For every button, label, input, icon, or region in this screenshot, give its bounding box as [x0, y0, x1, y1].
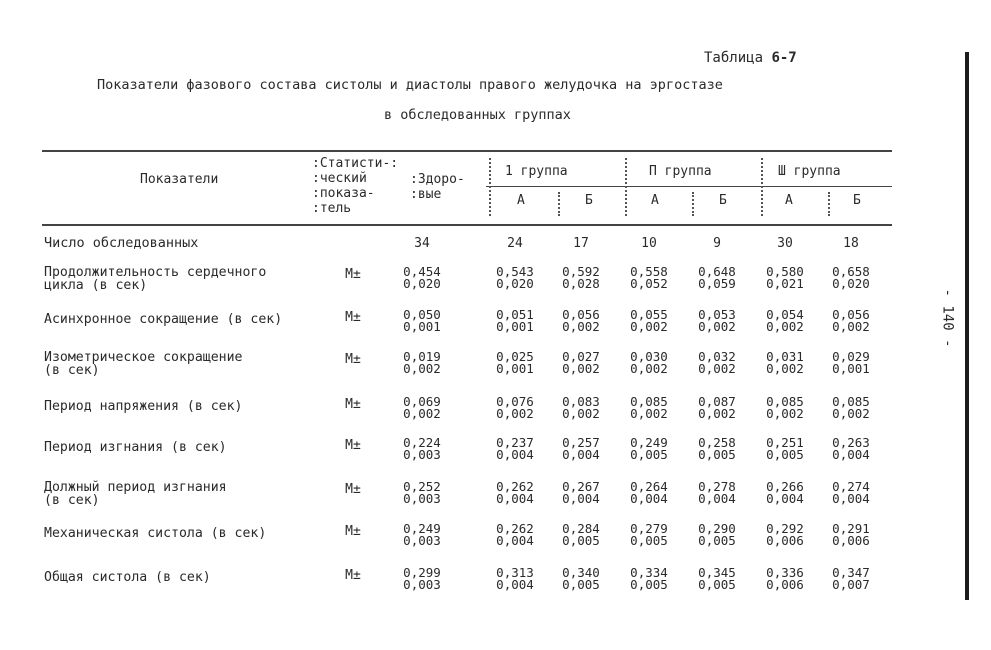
stat-indicator: M± [345, 397, 361, 412]
table-cell [553, 481, 609, 505]
cell-mean: 0,053 [698, 307, 736, 322]
table-cell [689, 266, 745, 290]
cell-error: 0,002 [766, 319, 804, 334]
cell-error: 0,002 [630, 406, 668, 421]
cell-error: 0,020 [832, 276, 870, 291]
cell-mean: 0,085 [766, 394, 804, 409]
cell-error: 0,004 [766, 491, 804, 506]
cell-mean: 0,083 [562, 394, 600, 409]
cell-mean: 0,237 [496, 435, 534, 450]
table-cell [823, 481, 879, 505]
table-cell [823, 523, 879, 547]
table-cell [621, 351, 677, 375]
header-group3: Ш группа [778, 164, 841, 179]
group1-ab-divider [558, 192, 560, 216]
row-label: Должный период изгнания (в сек) [44, 480, 227, 508]
table-cell [621, 523, 677, 547]
table-cell [757, 437, 813, 461]
table-cell [621, 266, 677, 290]
cell-mean: 0,030 [630, 349, 668, 364]
cell-mean: 0,025 [496, 349, 534, 364]
header-group1-a: А [517, 193, 525, 208]
cell-error: 0,059 [698, 276, 736, 291]
header-group1: 1 группа [505, 164, 568, 179]
table-cell [553, 523, 609, 547]
count-g3-b: 18 [843, 236, 859, 251]
cell-error: 0,002 [403, 361, 441, 376]
cell-mean: 0,580 [766, 264, 804, 279]
row-label: Асинхронное сокращение (в сек) [44, 312, 283, 327]
group3-divider [761, 158, 763, 216]
table-cell [487, 309, 543, 333]
cell-error: 0,004 [832, 491, 870, 506]
count-g1-a: 24 [507, 236, 523, 251]
table-cell [487, 567, 543, 591]
table-number-label: Таблица [704, 50, 764, 66]
table-cell [394, 266, 450, 290]
cell-error: 0,002 [496, 406, 534, 421]
cell-error: 0,005 [562, 533, 600, 548]
table-cell [394, 437, 450, 461]
cell-error: 0,002 [698, 406, 736, 421]
cell-error: 0,004 [496, 577, 534, 592]
cell-mean: 0,262 [496, 479, 534, 494]
table-cell [823, 351, 879, 375]
page-number: - 140 - [939, 288, 956, 348]
cell-mean: 0,029 [832, 349, 870, 364]
stat-indicator: M± [345, 267, 361, 282]
table-cell [394, 396, 450, 420]
table-cell [757, 567, 813, 591]
cell-mean: 0,054 [766, 307, 804, 322]
header-group2-b: Б [719, 193, 727, 208]
cell-mean: 0,019 [403, 349, 441, 364]
cell-mean: 0,085 [832, 394, 870, 409]
cell-error: 0,005 [630, 577, 668, 592]
stat-indicator: M± [345, 482, 361, 497]
table-subtitle: в обследованных группах [384, 107, 571, 123]
stat-indicator: M± [345, 568, 361, 583]
cell-mean: 0,345 [698, 565, 736, 580]
cell-mean: 0,055 [630, 307, 668, 322]
table-cell [553, 567, 609, 591]
cell-error: 0,002 [832, 319, 870, 334]
cell-mean: 0,278 [698, 479, 736, 494]
table-cell [621, 396, 677, 420]
cell-error: 0,021 [766, 276, 804, 291]
table-cell [689, 351, 745, 375]
stat-indicator: M± [345, 352, 361, 367]
stat-indicator: M± [345, 310, 361, 325]
cell-mean: 0,027 [562, 349, 600, 364]
group-subheader-rule [486, 186, 892, 187]
table-cell [621, 437, 677, 461]
cell-mean: 0,258 [698, 435, 736, 450]
row-label: Период напряжения (в сек) [44, 399, 243, 414]
cell-error: 0,005 [698, 447, 736, 462]
cell-error: 0,007 [832, 577, 870, 592]
table-cell [689, 396, 745, 420]
table-cell [621, 481, 677, 505]
header-statistic: :Статисти-: :ческий :показа- :тель [312, 156, 399, 216]
cell-mean: 0,076 [496, 394, 534, 409]
table-cell [621, 309, 677, 333]
count-row-label: Число обследованных [44, 235, 199, 251]
table-cell [487, 266, 543, 290]
cell-mean: 0,249 [630, 435, 668, 450]
header-group3-a: А [785, 193, 793, 208]
cell-error: 0,005 [698, 577, 736, 592]
table-cell [689, 567, 745, 591]
cell-mean: 0,032 [698, 349, 736, 364]
table-top-rule [42, 150, 892, 152]
cell-mean: 0,085 [630, 394, 668, 409]
cell-mean: 0,267 [562, 479, 600, 494]
table-cell [689, 523, 745, 547]
row-label: Общая систола (в сек) [44, 570, 211, 585]
cell-mean: 0,347 [832, 565, 870, 580]
cell-error: 0,028 [562, 276, 600, 291]
table-cell [823, 437, 879, 461]
cell-error: 0,002 [832, 406, 870, 421]
table-cell [823, 396, 879, 420]
group2-ab-divider [692, 192, 694, 216]
cell-mean: 0,249 [403, 521, 441, 536]
cell-error: 0,005 [630, 447, 668, 462]
table-cell [394, 351, 450, 375]
cell-mean: 0,336 [766, 565, 804, 580]
cell-mean: 0,334 [630, 565, 668, 580]
cell-error: 0,002 [698, 361, 736, 376]
cell-error: 0,004 [562, 491, 600, 506]
header-group2: П группа [649, 164, 712, 179]
table-cell [394, 567, 450, 591]
cell-error: 0,005 [562, 577, 600, 592]
table-cell [757, 266, 813, 290]
cell-mean: 0,031 [766, 349, 804, 364]
table-cell [487, 437, 543, 461]
cell-mean: 0,648 [698, 264, 736, 279]
cell-mean: 0,558 [630, 264, 668, 279]
group1-divider [489, 158, 491, 216]
header-bottom-rule [42, 224, 892, 226]
cell-error: 0,002 [766, 406, 804, 421]
cell-error: 0,004 [496, 447, 534, 462]
table-cell [394, 523, 450, 547]
table-cell [823, 309, 879, 333]
group2-divider [625, 158, 627, 216]
group3-ab-divider [828, 192, 830, 216]
cell-error: 0,002 [630, 361, 668, 376]
header-healthy: :Здоро- :вые [410, 172, 465, 202]
header-group3-b: Б [853, 193, 861, 208]
cell-error: 0,001 [832, 361, 870, 376]
cell-mean: 0,262 [496, 521, 534, 536]
table-number-value: 6-7 [771, 50, 797, 66]
count-g3-a: 30 [777, 236, 793, 251]
cell-error: 0,004 [496, 533, 534, 548]
cell-mean: 0,266 [766, 479, 804, 494]
cell-error: 0,004 [496, 491, 534, 506]
cell-error: 0,020 [403, 276, 441, 291]
header-group2-a: А [651, 193, 659, 208]
cell-error: 0,004 [698, 491, 736, 506]
table-cell [757, 351, 813, 375]
cell-error: 0,004 [832, 447, 870, 462]
table-cell [487, 351, 543, 375]
cell-error: 0,003 [403, 447, 441, 462]
cell-mean: 0,051 [496, 307, 534, 322]
table-cell [553, 351, 609, 375]
table-cell [487, 396, 543, 420]
cell-mean: 0,279 [630, 521, 668, 536]
cell-mean: 0,050 [403, 307, 441, 322]
table-cell [757, 481, 813, 505]
cell-error: 0,006 [766, 533, 804, 548]
table-cell [757, 309, 813, 333]
cell-mean: 0,056 [832, 307, 870, 322]
cell-error: 0,006 [766, 577, 804, 592]
cell-error: 0,002 [562, 361, 600, 376]
row-label: Изометрическое сокращение (в сек) [44, 350, 243, 378]
cell-mean: 0,087 [698, 394, 736, 409]
table-cell [553, 396, 609, 420]
cell-error: 0,001 [496, 361, 534, 376]
cell-mean: 0,313 [496, 565, 534, 580]
cell-mean: 0,257 [562, 435, 600, 450]
cell-mean: 0,069 [403, 394, 441, 409]
cell-error: 0,002 [562, 406, 600, 421]
cell-error: 0,052 [630, 276, 668, 291]
cell-mean: 0,264 [630, 479, 668, 494]
header-group1-b: Б [585, 193, 593, 208]
table-cell [394, 309, 450, 333]
cell-mean: 0,592 [562, 264, 600, 279]
cell-mean: 0,224 [403, 435, 441, 450]
cell-error: 0,005 [766, 447, 804, 462]
cell-error: 0,002 [403, 406, 441, 421]
cell-error: 0,001 [496, 319, 534, 334]
cell-mean: 0,263 [832, 435, 870, 450]
table-cell [621, 567, 677, 591]
page-edge-bar [965, 52, 969, 600]
table-cell [553, 266, 609, 290]
row-label: Продолжительность сердечного цикла (в сек) [44, 265, 267, 293]
cell-mean: 0,291 [832, 521, 870, 536]
cell-error: 0,004 [630, 491, 668, 506]
row-label: Механическая систола (в сек) [44, 526, 267, 541]
cell-error: 0,003 [403, 533, 441, 548]
table-cell [487, 523, 543, 547]
cell-error: 0,005 [630, 533, 668, 548]
cell-error: 0,001 [403, 319, 441, 334]
table-cell [394, 481, 450, 505]
cell-error: 0,003 [403, 577, 441, 592]
table-cell [553, 437, 609, 461]
cell-error: 0,002 [698, 319, 736, 334]
cell-error: 0,002 [766, 361, 804, 376]
table-cell [689, 481, 745, 505]
header-indicators: Показатели [140, 172, 219, 187]
stat-indicator: M± [345, 524, 361, 539]
cell-error: 0,005 [698, 533, 736, 548]
table-cell [689, 437, 745, 461]
cell-error: 0,006 [832, 533, 870, 548]
count-g1-b: 17 [573, 236, 589, 251]
table-cell [823, 567, 879, 591]
cell-mean: 0,251 [766, 435, 804, 450]
cell-mean: 0,290 [698, 521, 736, 536]
table-cell [757, 523, 813, 547]
cell-mean: 0,454 [403, 264, 441, 279]
cell-mean: 0,252 [403, 479, 441, 494]
count-g2-a: 10 [641, 236, 657, 251]
cell-mean: 0,284 [562, 521, 600, 536]
table-cell [689, 309, 745, 333]
count-g2-b: 9 [713, 236, 721, 251]
cell-error: 0,002 [630, 319, 668, 334]
cell-mean: 0,056 [562, 307, 600, 322]
cell-mean: 0,543 [496, 264, 534, 279]
cell-mean: 0,299 [403, 565, 441, 580]
cell-mean: 0,658 [832, 264, 870, 279]
cell-error: 0,020 [496, 276, 534, 291]
table-number [704, 50, 797, 66]
count-healthy: 34 [414, 236, 430, 251]
cell-error: 0,003 [403, 491, 441, 506]
table-cell [553, 309, 609, 333]
cell-mean: 0,292 [766, 521, 804, 536]
cell-mean: 0,274 [832, 479, 870, 494]
stat-indicator: M± [345, 438, 361, 453]
cell-mean: 0,340 [562, 565, 600, 580]
cell-error: 0,002 [562, 319, 600, 334]
table-title: Показатели фазового состава систолы и диастолы правого желудочка на эргостазе [97, 77, 723, 93]
table-cell [487, 481, 543, 505]
cell-error: 0,004 [562, 447, 600, 462]
table-cell [823, 266, 879, 290]
table-cell [757, 396, 813, 420]
row-label: Период изгнания (в сек) [44, 440, 227, 455]
